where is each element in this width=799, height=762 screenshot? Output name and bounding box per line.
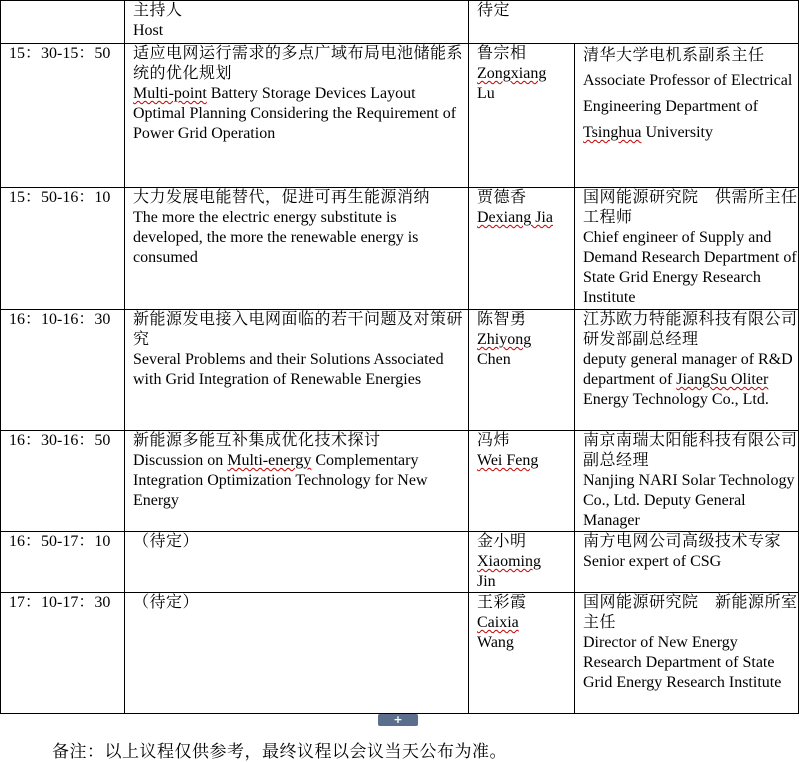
speaker-cell [469, 310, 575, 431]
host-value-cell [469, 1, 799, 44]
affiliation-en-name: JiangSu Oliter [676, 371, 769, 388]
affiliation-cell [575, 532, 799, 593]
topic-zh: （待定） [133, 594, 200, 611]
affiliation-en-b: University [641, 124, 713, 141]
topic-cell [125, 44, 469, 188]
time-slot: 15：50-16：10 [1, 188, 125, 310]
affiliation-zh: 南方电网公司高级技术专家 [583, 533, 782, 550]
time-slot: 17：10-17：30 [1, 593, 125, 714]
host-label-zh: 主持人 [133, 2, 183, 19]
speaker-cell [469, 593, 575, 714]
footnote: 备注：以上议程仅供参考，最终议程以会议当天公布为准。 [52, 742, 507, 761]
speaker-cell [469, 532, 575, 593]
time-slot: 16：30-16：50 [1, 431, 125, 532]
topic-zh: 新能源多能互补集成优化技术探讨 [133, 432, 381, 449]
affiliation-zh: 国网能源研究院 新能源所室主任 [583, 594, 798, 631]
speaker-en-last: Chen [477, 351, 511, 368]
speaker-en-last: Lu [477, 85, 495, 102]
table-row [1, 532, 799, 593]
table-row [1, 310, 799, 431]
speaker-en: Wei Feng [477, 452, 539, 469]
topic-zh: （待定） [133, 533, 200, 550]
affiliation-en [583, 68, 798, 146]
affiliation-en-b: Energy Technology Co., Ltd. [583, 391, 769, 408]
time-slot: 16：10-16：30 [1, 310, 125, 431]
topic-en-a: Discussion on [133, 452, 228, 469]
topic-en-rest: Battery Storage Devices Layout Optimal Planning Considering the Requirement of Power Grid Operation [133, 85, 457, 142]
affiliation-zh: 清华大学电机系副系主任 [583, 47, 765, 64]
affiliation-en [583, 350, 798, 410]
topic-cell [125, 532, 469, 593]
table-row [1, 593, 799, 714]
affiliation-cell [575, 593, 799, 714]
topic-en [133, 451, 468, 511]
affiliation-en: Director of New Energy Research Department of State Grid Energy Research Institute [583, 634, 782, 691]
topic-cell [125, 310, 469, 431]
topic-cell [125, 431, 469, 532]
table-row [1, 188, 799, 310]
speaker-en-last: Wang [477, 634, 514, 651]
topic-en-term: Multi-point [133, 85, 207, 102]
table-row [1, 44, 799, 188]
speaker-en-first: Zongxiang [477, 65, 547, 82]
table-row [1, 431, 799, 532]
affiliation-en: Chief engineer of Supply and Demand Research Department of State Grid Energy Research Institute [583, 229, 797, 306]
topic-en: The more the electric energy substitute is developed, the more the renewable energy is consumed [133, 209, 419, 266]
table-row-header [1, 1, 799, 44]
speaker-cell [469, 188, 575, 310]
speaker-en: Dexiang Jia [477, 209, 553, 226]
affiliation-en: Nanjing NARI Solar Technology Co., Ltd. Deputy General Manager [583, 472, 795, 529]
time-cell [1, 1, 125, 44]
speaker-zh: 金小明 [477, 533, 527, 550]
time-slot: 16：50-17：10 [1, 532, 125, 593]
affiliation-zh: 江苏欧力特能源科技有限公司研发部副总经理 [583, 311, 798, 348]
speaker-cell [469, 44, 575, 188]
speaker-cell [469, 431, 575, 532]
topic-en-b: Complementary Integration Optimization Technology for New Energy [133, 452, 428, 509]
speaker-zh: 王彩霞 [477, 594, 527, 611]
host-cell [125, 1, 469, 44]
affiliation-cell [575, 310, 799, 431]
topic-cell [125, 188, 469, 310]
add-row-handle[interactable] [378, 714, 418, 726]
speaker-en-first: Zhiyong [477, 331, 532, 348]
host-label-en: Host [133, 22, 164, 39]
speaker-en-first: Caixia [477, 614, 519, 631]
plus-icon: + [393, 713, 403, 726]
affiliation-en-a: Associate Professor of Electrical Engineering Department of [583, 72, 793, 115]
affiliation-cell [575, 188, 799, 310]
affiliation-en-a: deputy general manager of R&D department of [583, 351, 793, 388]
speaker-zh: 陈智勇 [477, 311, 527, 328]
topic-cell [125, 593, 469, 714]
host-value: 待定 [477, 2, 511, 19]
affiliation-zh: 南京南瑞太阳能科技有限公司副总经理 [583, 432, 798, 469]
topic-zh: 大力发展电能替代，促进可再生能源消纳 [133, 189, 431, 206]
topic-zh: 适应电网运行需求的多点广域布局电池储能系统的优化规划 [133, 45, 464, 82]
topic-en-term: Multi-energy [227, 452, 312, 469]
speaker-zh: 冯炜 [477, 432, 511, 449]
speaker-en-first: Xiaoming [477, 553, 541, 570]
affiliation-cell [575, 44, 799, 188]
speaker-zh: 鲁宗相 [477, 45, 527, 62]
affiliation-en: Senior expert of CSG [583, 553, 722, 570]
topic-en: Several Problems and their Solutions Associated with Grid Integration of Renewable Energies [133, 351, 444, 388]
time-slot: 15：30-15：50 [1, 44, 125, 188]
topic-zh: 新能源发电接入电网面临的若干问题及对策研究 [133, 311, 464, 348]
affiliation-en-name: Tsinghua [583, 124, 642, 141]
speaker-en-last: Jin [477, 573, 496, 590]
speaker-zh: 贾德香 [477, 189, 527, 206]
affiliation-zh: 国网能源研究院 供需所主任工程师 [583, 189, 798, 226]
affiliation-cell [575, 431, 799, 532]
topic-en [133, 84, 468, 144]
